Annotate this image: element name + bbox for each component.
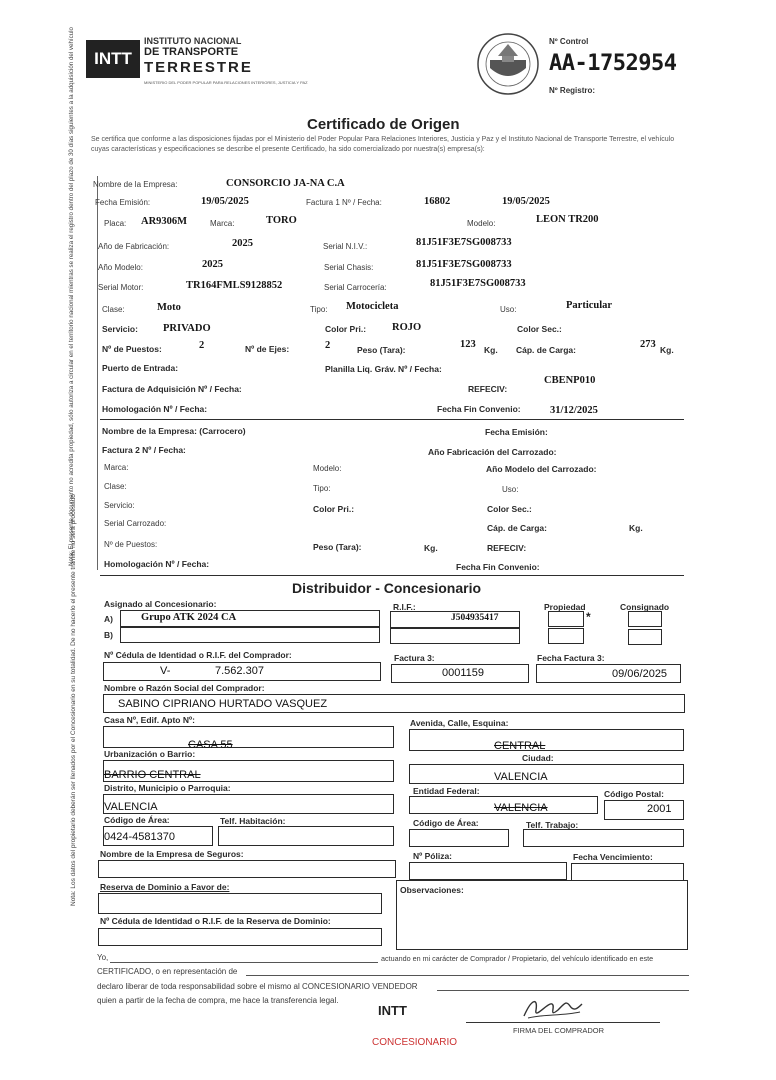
registro-label: Nº Registro: [549,86,596,95]
cedula-comprador-field[interactable] [103,662,381,681]
ciudad-field[interactable] [409,764,684,784]
concesionario-b-field[interactable] [120,627,380,643]
nombre-comprador-label: Nombre o Razón Social del Comprador: [104,683,265,693]
distribuidor-title: Distribuidor - Concesionario [292,580,482,596]
concesionario-a-field[interactable] [120,610,380,627]
homologacion-label: Homologación Nº / Fecha: [102,404,208,414]
area-label: Código de Área: [104,815,170,825]
avenida-value: CENTRAL [494,740,546,752]
poliza-label: Nº Póliza: [413,851,452,861]
entidad-field[interactable] [409,796,598,814]
puestos-label: Nº de Puestos: [102,344,162,354]
carga-label: Cáp. de Carga: [516,345,576,355]
clase-value: Moto [157,302,181,313]
carrocero-anio-modelo-label: Año Modelo del Carrozado: [486,464,597,474]
niv-value: 81J51F3E7SG008733 [416,237,512,248]
peso-unit: Kg. [484,345,498,355]
entidad-value: VALENCIA [494,802,548,814]
government-seal-icon [476,32,540,96]
anio-fab-label: Año de Fabricación: [98,242,170,251]
firma-comprador-label: FIRMA DEL COMPRADOR [513,1026,604,1035]
institute-name-line3: TERRESTRE [144,59,253,76]
seguros-label: Nombre de la Empresa de Seguros: [100,849,244,859]
carrocero-uso-label: Uso: [502,485,519,494]
fecha-factura3-value: 09/06/2025 [612,668,668,680]
planilla-label: Planilla Liq. Gráv. Nº / Fecha: [325,364,442,374]
cedula-prefix: V- [160,665,171,677]
concesionario-a-value: Grupo ATK 2024 CA [141,612,237,623]
control-number: AA-1752954 [549,51,677,76]
consignado-b-checkbox[interactable] [628,629,662,645]
factura3-value: 0001159 [442,667,485,679]
color-sec-label: Color Sec.: [517,324,562,334]
carrocero-carga-unit: Kg. [629,523,643,533]
peso-value: 123 [460,339,476,350]
clase-label: Clase: [102,305,125,314]
refeciv-label: REFECIV: [468,384,508,394]
casa-value: CASA 55 [188,739,233,751]
puestos-value: 2 [199,340,205,351]
distrito-label: Distrito, Municipio o Parroquia: [104,783,231,793]
chasis-label: Serial Chasis: [324,263,374,272]
area-field[interactable] [103,826,213,846]
urbanizacion-label: Urbanización o Barrio: [104,749,196,759]
servicio-label: Servicio: [102,324,138,334]
carrocero-carga-label: Cáp. de Carga: [487,523,547,533]
row-a-label: A) [104,614,113,624]
telf-trab-label: Telf. Trabajo: [526,820,579,830]
intt-logo: INTT [86,40,140,78]
factura1-label: Factura 1 Nº / Fecha: [306,198,382,207]
institute-subtitle: MINISTERIO DEL PODER POPULAR PARA RELACIONES INTERIORES, JUSTICIA Y PAZ [144,80,308,85]
distrito-field[interactable] [103,794,394,814]
declaration-line2: CERTIFICADO, o en representación de [97,967,238,976]
uso-label: Uso: [500,305,517,314]
observaciones-field[interactable] [396,880,688,950]
fecha-factura3-label: Fecha Factura 3: [537,653,605,663]
ejes-label: Nº de Ejes: [245,344,290,354]
asignado-label: Asignado al Concesionario: [104,599,217,609]
rif-label: R.I.F.: [393,602,416,612]
poliza-field[interactable] [409,862,567,880]
anio-modelo-label: Año Modelo: [98,263,143,272]
fecha-fin-label: Fecha Fin Convenio: [437,404,521,414]
anio-fab-value: 2025 [232,238,253,249]
factura-adq-label: Factura de Adquisición Nº / Fecha: [102,384,242,394]
carrocero-color-sec-label: Color Sec.: [487,504,532,514]
carga-unit: Kg. [660,345,674,355]
marca-label: Marca: [210,219,235,228]
puerto-label: Puerto de Entrada: [102,363,179,373]
reserva-field[interactable] [98,893,382,914]
factura3-field[interactable] [391,664,529,683]
declaration-line3: declaro liberar de toda responsabilidad sobre el mismo al CONCESIONARIO VENDEDOR [97,982,418,991]
ciudad-label: Ciudad: [522,753,554,763]
casa-label: Casa Nº, Edif. Apto Nº: [104,715,195,725]
rif-a-value: J504935417 [451,613,499,623]
color-pri-value: ROJO [392,322,422,333]
observaciones-label: Observaciones: [400,885,464,895]
carrocero-servicio-label: Servicio: [104,501,135,510]
telf-trab-field[interactable] [523,829,684,847]
fecha-emision-value: 19/05/2025 [201,196,249,207]
marca-value: TORO [266,215,297,226]
fecha-emision-label: Fecha Emisión: [95,198,151,207]
niv-label: Serial N.I.V.: [323,242,368,251]
cedula-comprador-label: Nº Cédula de Identidad o R.I.F. del Comprador: [104,650,292,660]
cedula-value: 7.562.307 [215,665,264,677]
carrocero-anio-fab-label: Año Fabricación del Carrozado: [428,447,557,457]
vencimiento-label: Fecha Vencimiento: [573,852,653,862]
placa-label: Placa: [104,219,127,228]
motor-label: Serial Motor: [98,283,144,292]
anio-modelo-value: 2025 [202,259,223,270]
carrocero-fecha-fin-label: Fecha Fin Convenio: [456,562,540,572]
carroceria-label: Serial Carrocería: [324,283,387,292]
color-pri-label: Color Pri.: [325,324,367,334]
footer-concesionario: CONCESIONARIO [372,1037,458,1048]
carrocero-homologacion-label: Homologación Nº / Fecha: [104,559,210,569]
carrocero-marca-label: Marca: [104,463,129,472]
urbanizacion-value: BARRIO CENTRAL [104,769,201,781]
servicio-value: PRIVADO [163,323,211,334]
empresa-value: CONSORCIO JA-NA C.A [226,178,345,189]
telf-hab-label: Telf. Habitación: [220,816,286,826]
fecha-factura3-field[interactable] [536,664,681,683]
carrocero-modelo-label: Modelo: [313,464,342,473]
casa-field[interactable] [103,726,394,751]
propiedad-a-mark: * [586,610,591,624]
consignado-label: Consignado [620,602,670,612]
side-note-top: Nota: El presente documento no acredita propiedad, sólo autoriza a circular en el territorio nacional mientras se realiza el registro dentro del plazo de 30 días siguientes a la adquisición del vehículo [68,27,75,566]
factura1-fecha-value: 19/05/2025 [502,196,550,207]
side-note-bottom: Nota: Los datos del propietario deberán ser llenados por el Concesionario en su totalidad. De no hacerlo el presente trámite no será procesado [70,494,77,906]
carrocero-peso-label: Peso (Tara): [313,542,362,552]
rif-a-field[interactable] [390,611,520,628]
carga-value: 273 [640,339,656,350]
carrocero-fecha-emision-label: Fecha Emisión: [485,427,548,437]
carroceria-value: 81J51F3E7SG008733 [430,278,526,289]
reserva-label: Reserva de Dominio a Favor de: [100,882,230,892]
carrocero-empresa-label: Nombre de la Empresa: (Carrocero) [102,426,246,436]
carrocero-color-pri-label: Color Pri.: [313,504,355,514]
nombre-comprador-value: SABINO CIPRIANO HURTADO VASQUEZ [118,698,328,710]
institute-name-line1: INSTITUTO NACIONAL [144,36,242,46]
motor-value: TR164FMLS9128852 [186,280,283,291]
propiedad-label: Propiedad [544,602,586,612]
avenida-label: Avenida, Calle, Esquina: [410,718,509,728]
modelo-value: LEON TR200 [536,214,599,225]
cedula-reserva-label: Nº Cédula de Identidad o R.I.F. de la Reserva de Dominio: [100,916,331,926]
peso-label: Peso (Tara): [357,345,406,355]
buyer-signature-icon [518,994,588,1024]
postal-label: Código Postal: [604,789,664,799]
factura3-label: Factura 3: [394,653,435,663]
propiedad-b-checkbox[interactable] [548,628,584,644]
carrocero-serial-label: Serial Carrozado: [104,519,167,528]
carrocero-factura2-label: Factura 2 Nº / Fecha: [102,445,186,455]
declaration-line4: quien a partir de la fecha de compra, me hace la transferencia legal. [97,996,339,1005]
factura1-value: 16802 [424,196,451,207]
uso-value: Particular [566,300,613,311]
area-value: 0424-4581370 [104,831,175,843]
tipo-label: Tipo: [310,305,328,314]
nombre-comprador-field[interactable] [103,694,685,713]
modelo-label: Modelo: [467,219,496,228]
certificate-title: Certificado de Origen [307,116,460,133]
carrocero-clase-label: Clase: [104,482,127,491]
postal-field[interactable] [604,800,684,820]
footer-intt: INTT [378,1003,407,1018]
entidad-label: Entidad Federal: [413,786,480,796]
chasis-value: 81J51F3E7SG008733 [416,259,512,270]
rif-b-field[interactable] [390,628,520,644]
institute-name-line2: DE TRANSPORTE [144,46,239,58]
tipo-value: Motocicleta [346,301,399,312]
postal-value: 2001 [647,803,672,815]
refeciv-value: CBENP010 [544,375,596,386]
declaration-yo: Yo, [97,953,109,962]
carrocero-refeciv-label: REFECIV: [487,543,527,553]
row-b-label: B) [104,630,113,640]
avenida-field[interactable] [409,729,684,751]
cedula-reserva-field[interactable] [98,928,382,946]
carrocero-tipo-label: Tipo: [313,484,331,493]
seguros-field[interactable] [98,860,396,878]
declaration-line1: actuando en mi carácter de Comprador / Propietario, del vehículo identificado en este [381,954,654,963]
area2-field[interactable] [409,829,509,847]
fecha-fin-value: 31/12/2025 [550,405,598,416]
ejes-value: 2 [325,340,331,351]
distrito-value: VALENCIA [104,801,158,813]
placa-value: AR9306M [141,216,188,227]
carrocero-puestos-label: Nº de Puestos: [104,540,158,549]
consignado-a-checkbox[interactable] [628,611,662,627]
area2-label: Código de Área: [413,818,479,828]
vencimiento-field[interactable] [571,863,684,881]
telf-hab-field[interactable] [218,826,394,846]
carrocero-peso-unit: Kg. [424,543,438,553]
empresa-label: Nombre de la Empresa: [93,180,178,189]
ciudad-value: VALENCIA [494,771,548,783]
control-label: Nº Control [549,37,589,46]
intro-paragraph: Se certifica que conforme a las disposiciones fijadas por el Ministerio del Poder Popular Para Relaciones Interiores, Justicia y Paz y el Instituto Nacional de Transporte Terrestre, el vehículo cuyas características y especificaciones se describe el presente Certificado, ha sido comercializado por nuestra(s) empresa(s): [91,136,675,153]
urbanizacion-field[interactable] [103,760,394,782]
propiedad-a-checkbox[interactable] [548,611,584,627]
